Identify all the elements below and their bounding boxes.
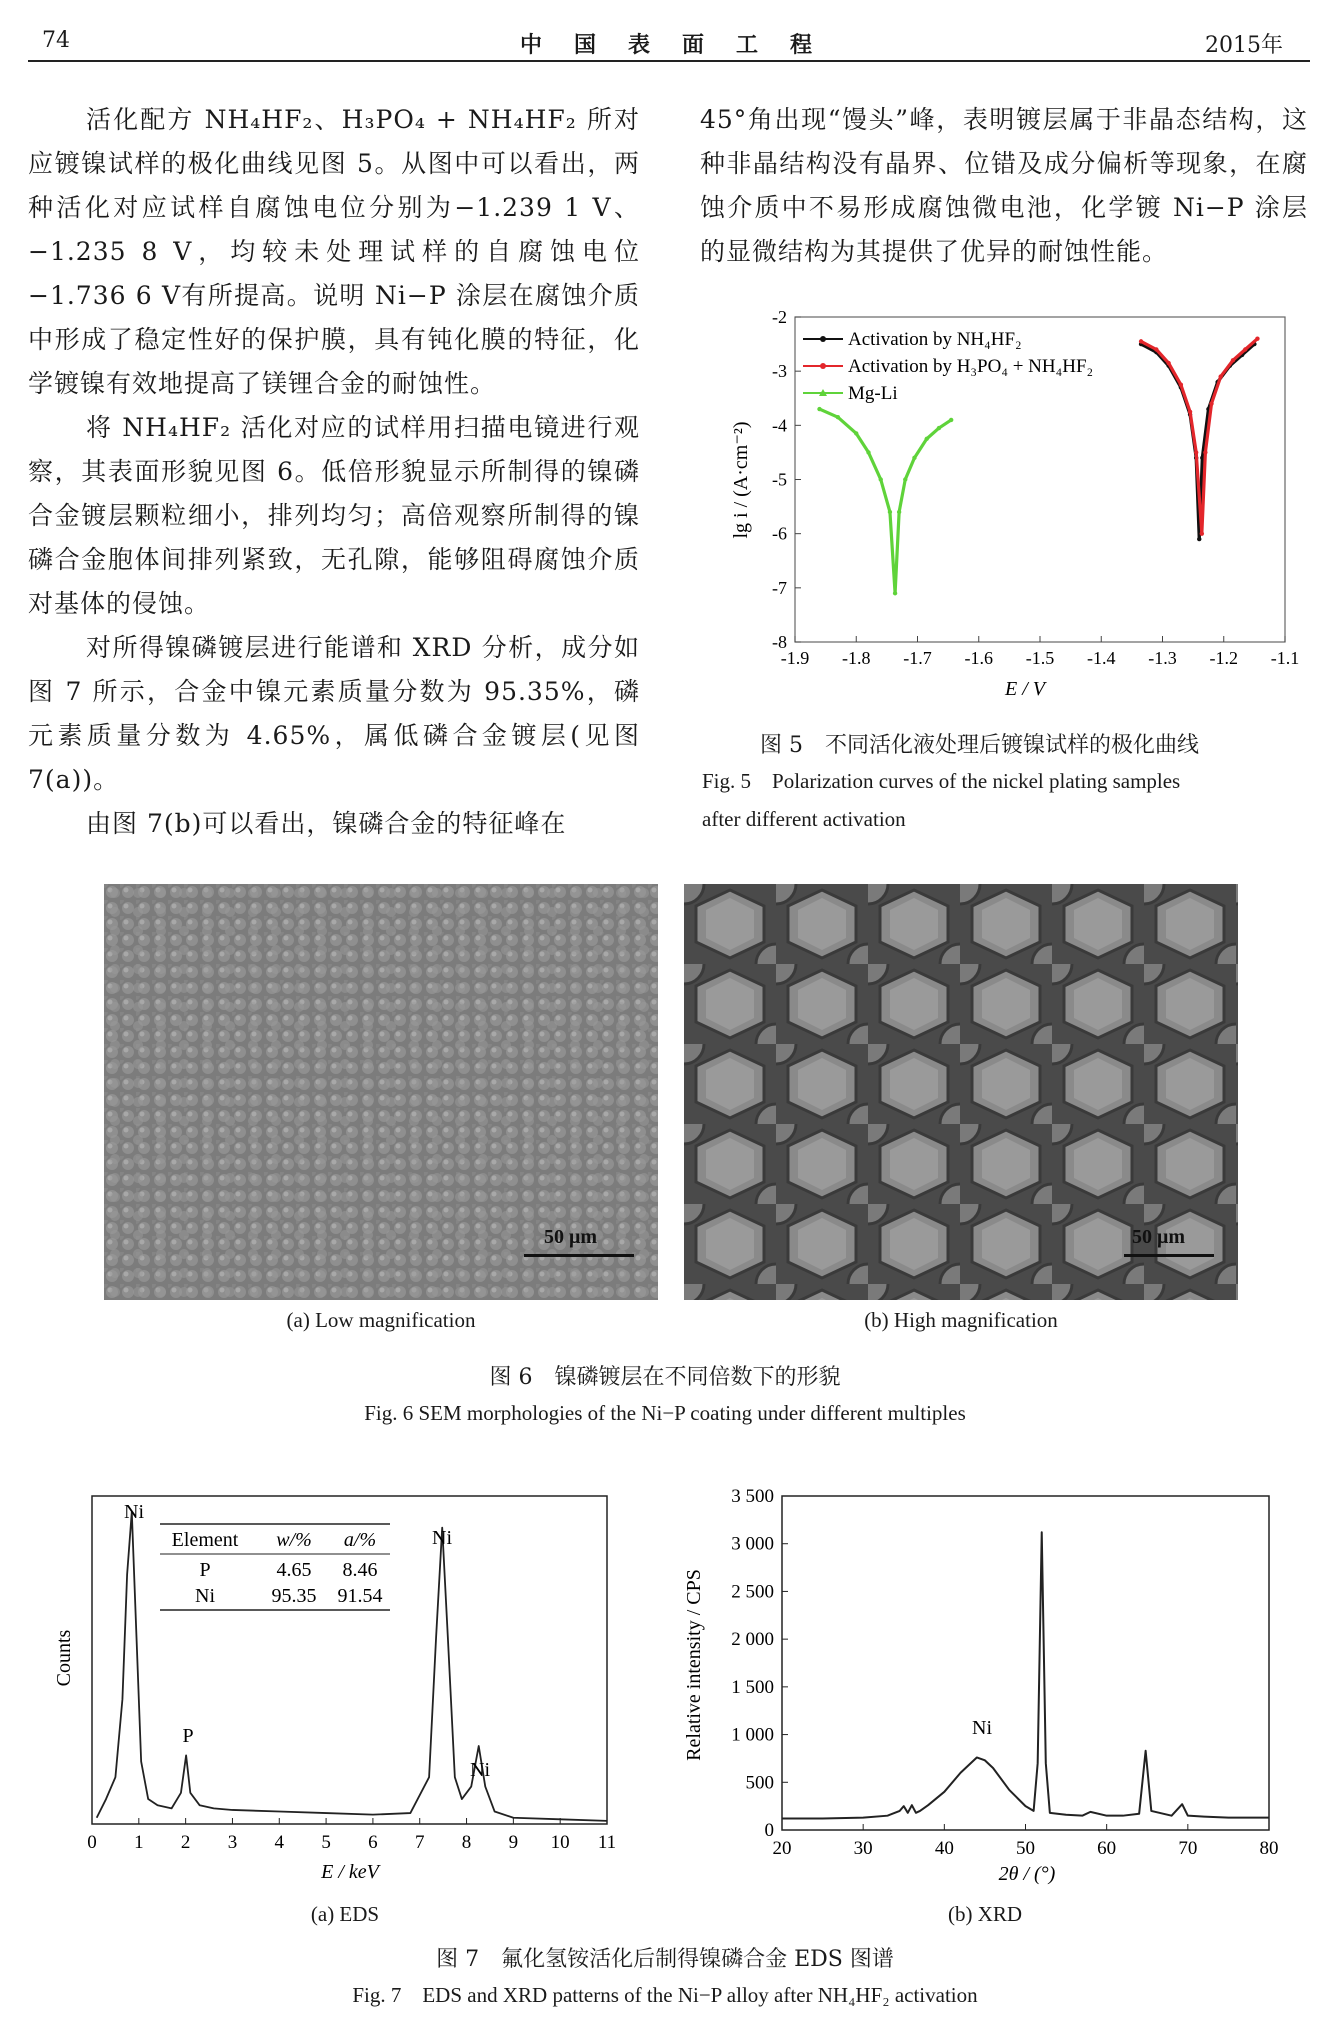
fig5-data-point — [912, 456, 916, 460]
paragraph: 对所得镍磷镀层进行能谱和 XRD 分析，成分如图 7 所示，合金中镍元素质量分数为 95.35%，磷元素质量分数为 4.65%，属低磷合金镀层(见图 7(a))。 — [28, 633, 640, 794]
fig5-data-point — [1139, 339, 1143, 343]
fig5-data-point — [836, 415, 840, 419]
xrd-peak-label: Ni — [972, 1717, 992, 1739]
xrd-frame — [782, 1496, 1269, 1830]
fig5-data-point — [866, 450, 870, 454]
eds-x-tick-label: 8 — [461, 1832, 472, 1853]
fig6-caption-en: Fig. 6 SEM morphologies of the Ni−P coating under different multiples — [364, 1401, 966, 1425]
fig5-data-point — [949, 418, 953, 422]
xrd-x-tick-label: 40 — [934, 1838, 954, 1859]
fig5-data-point — [1197, 537, 1201, 541]
table-cell: 4.65 — [276, 1559, 312, 1581]
table-header: a/% — [343, 1529, 377, 1551]
fig5-data-point — [1179, 383, 1183, 387]
table-header: Element — [171, 1529, 239, 1551]
xrd-y-tick-label: 0 — [764, 1820, 774, 1841]
fig5-data-point — [1166, 361, 1170, 365]
eds-x-tick-label: 2 — [180, 1832, 191, 1853]
fig5-caption-en-line: after different activation — [702, 807, 906, 831]
eds-x-tick-label: 6 — [368, 1832, 378, 1853]
paragraph: 由图 7(b)可以看出，镍磷合金的特征峰在 — [86, 809, 567, 838]
legend-label: Activation by H₃PO₄ + NH₄HF₂ — [848, 356, 1094, 377]
fig5-caption-zh: 图 5 不同活化液处理后镀镍试样的极化曲线 — [760, 733, 1199, 758]
fig5-data-point — [1243, 347, 1247, 351]
fig5-data-point — [1203, 450, 1207, 454]
eds-ylabel: Counts — [53, 1629, 75, 1687]
fig5-x-tick-label: -1.4 — [1087, 648, 1116, 668]
scale-label: 50 μm — [544, 1226, 597, 1248]
fig5-x-tick-label: -1.6 — [964, 648, 993, 668]
fig5-data-point — [817, 407, 821, 411]
xrd-xlabel: 2θ / (°) — [998, 1863, 1056, 1885]
fig5-ylabel: lg i / (A·cm⁻²) — [730, 421, 752, 539]
right-column — [700, 98, 1308, 274]
xrd-y-tick-label: 500 — [745, 1772, 774, 1794]
table-cell: Ni — [195, 1585, 215, 1607]
year: 2015年 — [1205, 33, 1283, 58]
fig5-data-point — [1209, 401, 1213, 405]
xrd-x-tick-label: 60 — [1097, 1838, 1117, 1859]
xrd-x-tick-label: 50 — [1016, 1838, 1035, 1859]
fig5-x-tick-label: -1.1 — [1270, 648, 1300, 668]
xrd-y-tick-label: 1 000 — [731, 1724, 774, 1746]
fig5-y-tick-label: -4 — [772, 415, 787, 436]
fig5-data-point — [893, 591, 897, 595]
fig5-y-tick-label: -3 — [772, 361, 787, 382]
table-cell: 95.35 — [271, 1585, 317, 1607]
fig5-y-tick-label: -8 — [772, 632, 787, 652]
xrd-y-tick-label: 2 500 — [731, 1581, 774, 1603]
fig6-subcaption-b: (b) High magnification — [864, 1308, 1058, 1332]
eds-composition-table — [160, 1524, 390, 1610]
table-header: w/% — [276, 1529, 312, 1551]
eds-x-tick-label: 5 — [321, 1832, 331, 1853]
fig5-x-tick-label: -1.2 — [1209, 648, 1238, 668]
fig7-caption-en: Fig. 7 EDS and XRD patterns of the Ni−P alloy after NH₄HF₂ activation — [352, 1983, 978, 2007]
legend-marker — [820, 363, 826, 369]
paragraph: 将 NH₄HF₂ 活化对应的试样用扫描电镜进行观察，其表面形貌见图 6。低倍形貌显示所制得的镍磷合金镀层颗粒细小，排列均匀；高倍观察所制得的镍磷合金胞体间排列紧致，无孔隙，能够阻碍腐蚀介质对基体的侵蚀。 — [28, 413, 640, 618]
eds-x-tick-label: 10 — [550, 1832, 570, 1853]
xrd-x-tick-label: 70 — [1178, 1838, 1198, 1859]
fig5-x-tick-label: -1.9 — [780, 648, 810, 668]
xrd-pattern-line — [782, 1532, 1269, 1818]
fig5-data-point — [854, 431, 858, 435]
fig5-data-point — [879, 477, 883, 481]
fig5-data-point — [1255, 336, 1259, 340]
fig5-polarization-chart — [725, 305, 1300, 700]
left-column — [28, 98, 640, 846]
scale-bar — [524, 1254, 634, 1257]
fig5-caption-en-line: Fig. 5 Polarization curves of the nickel plating samples — [702, 769, 1181, 793]
fig5-data-point — [1200, 531, 1204, 535]
scale-bar — [1124, 1254, 1214, 1257]
fig5-y-tick-label: -6 — [772, 523, 787, 544]
eds-x-tick-label: 9 — [508, 1832, 519, 1853]
fig7-caption-zh: 图 7 氟化氢铵活化后制得镍磷合金 EDS 图谱 — [436, 1947, 894, 1972]
fig5-y-tick-label: -2 — [772, 307, 787, 327]
fig5-x-tick-label: -1.5 — [1025, 648, 1055, 668]
page-number: 74 — [42, 28, 70, 53]
fig5-xlabel: E / V — [1005, 678, 1045, 700]
fig5-data-point — [1231, 358, 1235, 362]
fig5-x-tick-label: -1.8 — [842, 648, 871, 668]
eds-xlabel: E / keV — [321, 1861, 379, 1883]
legend-marker — [820, 336, 826, 342]
eds-x-tick-label: 3 — [227, 1832, 238, 1853]
legend-label: Mg-Li — [848, 383, 898, 404]
fig5-data-point — [903, 477, 907, 481]
legend-label: Activation by NH₄HF₂ — [848, 329, 1022, 350]
fig7-subcaption-a: (a) EDS — [310, 1902, 380, 1926]
fig7b-xrd-chart — [672, 1480, 1292, 1890]
xrd-ylabel: Relative intensity / CPS — [683, 1569, 705, 1761]
table-cell: 91.54 — [337, 1585, 383, 1607]
fig5-data-point — [1154, 347, 1158, 351]
eds-x-tick-label: 0 — [87, 1832, 97, 1853]
journal-title: 中国表面工程 — [520, 32, 845, 58]
fig5-data-point — [888, 510, 892, 514]
eds-peak-label: Ni — [470, 1759, 490, 1781]
scale-label: 50 μm — [1132, 1226, 1185, 1248]
fig6-caption-zh: 图 6 镍磷镀层在不同倍数下的形貌 — [489, 1365, 841, 1390]
eds-peak-label: Ni — [432, 1527, 452, 1549]
eds-x-tick-label: 7 — [414, 1832, 425, 1853]
fig5-data-point — [1194, 450, 1198, 454]
table-cell: 8.46 — [342, 1559, 378, 1581]
eds-peak-label: P — [182, 1725, 194, 1747]
eds-x-tick-label: 1 — [134, 1832, 144, 1853]
paragraph: 活化配方 NH₄HF₂、H₃PO₄ + NH₄HF₂ 所对应镀镍试样的极化曲线见图 5。从图中可以看出，两种活化对应试样自腐蚀电位分别为−1.239 1 V、−1.235 8 V，均较未处理试样的自腐蚀电位−1.736 6 V有所提高。说明 Ni−P 涂层在腐蚀介质中形成了稳定性好的保护膜，具有钝化膜的特征，化学镀镍有效地提高了镁锂合金的耐蚀性。 — [28, 105, 640, 398]
fig7a-eds-chart — [50, 1488, 630, 1888]
sem-image-high-mag — [684, 884, 1238, 1300]
paragraph: 45°角出现“馒头”峰，表明镀层属于非晶态结构，这种非晶结构没有晶界、位错及成分偏析等现象，在腐蚀介质中不易形成腐蚀微电池，化学镀 Ni−P 涂层的显微结构为其提供了优异的耐蚀性能。 — [700, 105, 1308, 266]
fig5-caption-en — [702, 762, 1312, 838]
fig5-y-tick-label: -5 — [772, 469, 787, 490]
sem-image-low-mag — [104, 884, 658, 1300]
xrd-x-tick-label: 20 — [772, 1838, 792, 1859]
header-rule — [28, 60, 1310, 62]
fig5-data-point — [937, 426, 941, 430]
fig7-subcaption-b: (b) XRD — [947, 1902, 1023, 1926]
table-cell: P — [199, 1559, 211, 1581]
eds-x-tick-label: 4 — [274, 1832, 285, 1853]
xrd-y-tick-label: 2 000 — [731, 1629, 774, 1651]
fig5-data-point — [1188, 410, 1192, 414]
fig5-data-point — [924, 437, 928, 441]
xrd-y-tick-label: 3 500 — [731, 1486, 774, 1507]
eds-x-tick-label: 11 — [597, 1832, 617, 1853]
fig6-subcaption-a: (a) Low magnification — [286, 1308, 476, 1332]
fig5-data-point — [1218, 374, 1222, 378]
fig5-data-point — [897, 510, 901, 514]
fig5-x-tick-label: -1.3 — [1148, 648, 1177, 668]
fig5-x-tick-label: -1.7 — [903, 648, 932, 668]
xrd-y-tick-label: 1 500 — [731, 1676, 774, 1698]
xrd-x-tick-label: 80 — [1259, 1838, 1279, 1859]
eds-peak-label: Ni — [124, 1501, 144, 1523]
fig5-y-tick-label: -7 — [772, 577, 787, 598]
xrd-x-tick-label: 30 — [853, 1838, 873, 1859]
xrd-y-tick-label: 3 000 — [731, 1533, 774, 1555]
